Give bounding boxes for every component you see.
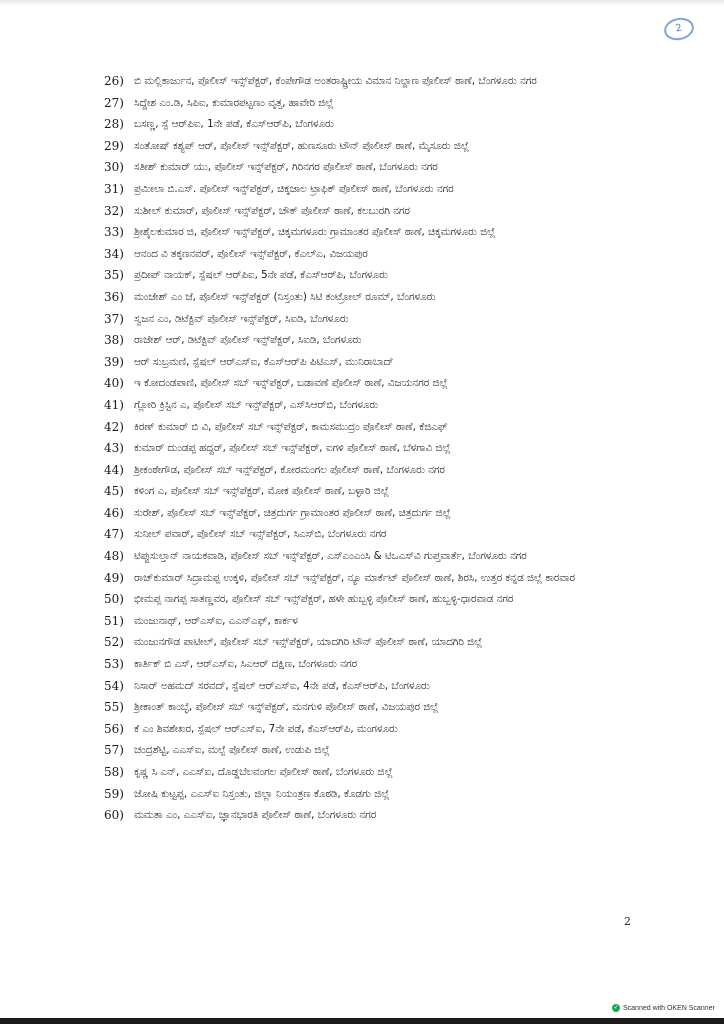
list-item (104, 741, 664, 760)
list-item-text: ಮಂಜುನಗೌಡ ಪಾಟೀಲ್, ಪೊಲೀಸ್ ಸಬ್ ಇನ್ಸ್‌ಪೆಕ್ಟರ್, ಯಾದಗಿರಿ ಟೌನ್ ಪೊಲೀಸ್ ಠಾಣೆ, ಯಾದಗಿರಿ ಜಿಲ್ಲೆ (134, 636, 483, 649)
list-item-text: ಬಿ ಮಲ್ಲಿಕಾರ್ಜುನ, ಪೊಲೀಸ್ ಇನ್ಸ್‌ಪೆಕ್ಟರ್, ಕೆಂಪೇಗೌಡ ಅಂತರಾಷ್ಟ್ರೀಯ ವಿಮಾನ ನಿಲ್ದಾಣ ಪೊಲೀಸ್ ಠಾಣೆ, ಬೆಂಗಳೂರು ನಗರ (134, 75, 537, 87)
list-item (104, 633, 664, 652)
list-item-text: ಸಿದ್ದೇಶ ಎಂ.ಡಿ, ಸಿಪಿಐ, ಕುಮಾರಪಟ್ಟಣಂ ವೃತ್ತ, ಹಾವೇರಿ ಜಿಲ್ಲೆ (134, 96, 334, 109)
list-item-number: 42) (104, 419, 124, 434)
list-item (104, 525, 664, 544)
list-item-number: 37) (104, 311, 124, 326)
list-item-text: ಕಿರಣ್ ಕುಮಾರ್ ಬಿ ವಿ, ಪೊಲೀಸ್ ಸಬ್ ಇನ್ಸ್‌ಪೆಕ್ಟರ್, ಕಾಮಸಮುದ್ರಂ ಪೊಲೀಸ್ ಠಾಣೆ, ಕೆಜಿಎಫ್ (134, 420, 448, 433)
list-item-number: 34) (104, 246, 124, 261)
list-item-text: ಚಂದ್ರಶೆಟ್ಟಿ, ಎಎಸ್‌ಐ, ಮಲ್ಪೆ ಪೊಲೀಸ್ ಠಾಣೆ, ಉಡುಪಿ ಜಿಲ್ಲೆ (134, 744, 330, 757)
list-item (104, 137, 664, 156)
list-item-text: ಮಂಜೇಶ್ ಎಂ ಜೆ, ಪೊಲೀಸ್ ಇನ್ಸ್‌ಪೆಕ್ಟರ್ (ನಿಸ್ತಂತು) ಸಿಟಿ ಕಂಟ್ರೋಲ್ ರೂಮ್, ಬೆಂಗಳೂರು (134, 290, 436, 303)
list-item (104, 785, 664, 804)
scanner-check-icon: ✓ (613, 1005, 619, 1011)
list-item (104, 288, 664, 307)
list-item (104, 180, 664, 199)
list-item (104, 266, 664, 285)
list-item (104, 698, 664, 717)
list-item-number: 38) (104, 333, 124, 348)
list-item-text: ಆರ್ ಸುಬ್ರಮಣಿ, ಸ್ಪೆಷಲ್ ಆರ್‌ಎಸ್‌ಐ, ಕೆಎಸ್‌ಆರ್‌ಪಿ ಪಿಟಿಎಸ್, ಮುನಿರಾಬಾದ್ (134, 355, 394, 368)
list-item-text: ಕುಮಾರ್ ದುಂಡಪ್ಪ ಹದ್ದರ್, ಪೊಲೀಸ್ ಸಬ್ ಇನ್ಸ್‌ಪೆಕ್ಟರ್, ಐಗಳಿ ಪೊಲೀಸ್ ಠಾಣೆ, ಬೆಳಗಾವಿ ಜಿಲ್ಲೆ (134, 442, 451, 455)
list-item-text: ನಿಸಾರ್ ಅಹಮದ್ ಸರವದ್, ಸ್ಪೆಷಲ್ ಆರ್‌ಎಸ್‌ಐ, 4ನೇ ಪಡೆ, ಕೆಎಸ್‌ಆರ್‌ಪಿ, ಬೆಂಗಳೂರು (134, 679, 430, 692)
list-item-number: 32) (104, 203, 124, 218)
personnel-list (104, 72, 664, 828)
list-item-number: 40) (104, 376, 124, 391)
scanner-text: Scanned with OKEN Scanner (623, 1004, 715, 1012)
list-item-text: ಸ್ವಜನ ಎಂ, ಡಿಟೆಕ್ಟಿವ್ ಪೊಲೀಸ್ ಇನ್ಸ್‌ಪೆಕ್ಟರ್, ಸಿಐಡಿ, ಬೆಂಗಳೂರು (134, 312, 349, 325)
list-item (104, 806, 664, 825)
list-item (104, 504, 664, 523)
list-item-text: ಭೀಮಪ್ಪ ನಾಗಪ್ಪ ಸಾತಣ್ಣವರ, ಪೊಲೀಸ್ ಸಬ್ ಇನ್ಸ್‌ಪೆಕ್ಟರ್, ಹಳೇ ಹುಬ್ಬಳ್ಳಿ ಪೊಲೀಸ್ ಠಾಣೆ, ಹುಬ್ಬಳ್ಳಿ-ಧಾರವಾಡ ನಗರ (134, 593, 514, 606)
list-item-number: 56) (104, 721, 124, 736)
list-item-number: 41) (104, 397, 124, 412)
list-item-number: 58) (104, 765, 124, 779)
list-item-text: ರಾಜ್‌ಕುಮಾರ್ ಸಿದ್ರಾಮಪ್ಪ ಉಕ್ಕಳಿ, ಪೊಲೀಸ್ ಸಬ್ ಇನ್ಸ್‌ಪೆಕ್ಟರ್, ನ್ಯೂ ಮಾರ್ಕೆಟ್ ಪೊಲೀಸ್ ಠಾಣೆ, ಶಿರಸಿ, ಉತ್ತರ ಕನ್ನಡ ಜಿಲ್ಲೆ ಕಾರವಾರ (134, 571, 575, 584)
list-item (104, 547, 664, 566)
circled-page-mark: 2 (662, 15, 696, 43)
list-item-number: 60) (104, 808, 124, 823)
list-item-number: 47) (104, 527, 124, 542)
list-item-text: ಸುರೇಶ್, ಪೊಲೀಸ್ ಸಬ್ ಇನ್ಸ್‌ಪೆಕ್ಟರ್, ಚಿತ್ರದುರ್ಗ ಗ್ರಾಮಾಂತರ ಪೊಲೀಸ್ ಠಾಣೆ, ಚಿತ್ರದುರ್ಗ ಜಿಲ್ಲೆ (134, 506, 451, 519)
list-item-text: ಸತೀಶ್ ಕುಮಾರ್ ಯು, ಪೊಲೀಸ್ ಇನ್ಸ್‌ಪೆಕ್ಟರ್, ಗಿರಿನಗರ ಪೊಲೀಸ್ ಠಾಣೆ, ಬೆಂಗಳೂರು ನಗರ (134, 161, 438, 174)
list-item (104, 569, 664, 588)
list-item (104, 331, 664, 350)
list-item-text: ಬಸಣ್ಣ, ಸ್ಪೆ ಆರ್‌ಪಿಐ, 1ನೇ ಪಡೆ, ಕೆಎಸ್‌ಆರ್‌ಪಿ, ಬೆಂಗಳೂರು (134, 118, 334, 131)
list-item (104, 439, 664, 458)
list-item-text: ಶ್ರೀಕಾಂತ್ ಕಾಂಬ್ಳೆ, ಪೊಲೀಸ್ ಸಬ್ ಇನ್ಸ್‌ಪೆಕ್ಟರ್, ಮನಗುಳಿ ಪೊಲೀಸ್ ಠಾಣೆ, ವಿಜಯಪುರ ಜಿಲ್ಲೆ (134, 701, 439, 714)
list-item-number: 52) (104, 635, 124, 650)
list-item (104, 612, 664, 631)
list-item (104, 396, 664, 415)
list-item (104, 158, 664, 177)
list-item-number: 31) (104, 181, 124, 196)
list-item-text: ರಾಜೇಶ್ ಆರ್, ಡಿಟೆಕ್ಟಿವ್ ಪೊಲೀಸ್ ಇನ್ಸ್‌ಪೆಕ್ಟರ್, ಸಿಐಡಿ, ಬೆಂಗಳೂರು (134, 334, 362, 347)
list-item (104, 374, 664, 393)
list-item (104, 245, 664, 264)
list-item (104, 353, 664, 372)
list-item-number: 30) (104, 160, 124, 175)
list-item-number: 33) (104, 225, 124, 240)
list-item-number: 27) (104, 95, 124, 110)
list-item-text: ಆನಂದ ವಿ ತಕ್ಕಣನವರ್, ಪೊಲೀಸ್ ಇನ್ಸ್‌ಪೆಕ್ಟರ್, ಕೆಎಲ್‌ಎ, ವಿಜಯಪುರ (134, 247, 368, 260)
list-item-text: ಸುಶೀಲ್ ಕುಮಾರ್, ಪೊಲೀಸ್ ಇನ್ಸ್‌ಪೆಕ್ಟರ್, ಚೌಕ್ ಪೊಲೀಸ್ ಠಾಣೆ, ಕಲಬುರಗಿ ನಗರ (134, 204, 410, 217)
list-item-number: 43) (104, 441, 124, 456)
list-item (104, 310, 664, 329)
list-item-text: ಕೆ ಎಂ ಶಿವಶೇಖರ, ಸ್ಪೆಷಲ್ ಆರ್‌ಎಸ್‌ಐ, 7ನೇ ಪಡೆ, ಕೆಎಸ್‌ಆರ್‌ಪಿ, ಮಂಗಳೂರು (134, 722, 398, 735)
list-item-number: 28) (104, 117, 124, 132)
list-item-number: 51) (104, 613, 124, 628)
list-item (104, 590, 664, 609)
list-item-number: 29) (104, 138, 124, 153)
list-item-text: ಜೋಷಿ ಕುಟ್ಟಪ್ಪ, ಎಎಸ್‌ಐ ನಿಸ್ತಂತು, ಜಿಲ್ಲಾ ನಿಯಂತ್ರಣ ಕೊಠಡಿ, ಕೊಡಗು ಜಿಲ್ಲೆ (134, 787, 390, 800)
list-item (104, 763, 664, 782)
list-item (104, 202, 664, 221)
list-item-text: ಮಮತಾ ಎಂ, ಎಎಸ್‌ಐ, ಜ್ಞಾನಭಾರತಿ ಪೊಲೀಸ್ ಠಾಣೆ, ಬೆಂಗಳೂರು ನಗರ (134, 809, 377, 822)
list-item (104, 72, 664, 91)
scanner-watermark (612, 1004, 715, 1012)
list-item-number: 39) (104, 354, 124, 369)
list-item (104, 115, 664, 134)
list-item-text: ಗ್ಲೋರಿ ಕ್ರಿಸ್ಟಿನ ಎ, ಪೊಲೀಸ್ ಸಬ್ ಇನ್ಸ್‌ಪೆಕ್ಟರ್, ಎಸ್‌ಸಿಆರ್‌ಬಿ, ಬೆಂಗಳೂರು (134, 398, 379, 411)
list-item-number: 35) (104, 268, 124, 283)
list-item (104, 461, 664, 480)
list-item-number: 53) (104, 657, 124, 672)
list-item-text: ಶ್ರೀಕಂಠೇಗೌಡ, ಪೊಲೀಸ್ ಸಬ್ ಇನ್ಸ್‌ಪೆಕ್ಟರ್, ಕೋರಮಂಗಲ ಪೊಲೀಸ್ ಠಾಣೆ, ಬೆಂಗಳೂರು ನಗರ (134, 463, 445, 476)
list-item-text: ಶ್ರೀಶೈಲಕುಮಾರ ಜಿ, ಪೊಲೀಸ್ ಇನ್ಸ್‌ಪೆಕ್ಟರ್, ಚಿಕ್ಕಮಗಳೂರು ಗ್ರಾಮಾಂತರ ಪೊಲೀಸ್ ಠಾಣೆ, ಚಿಕ್ಕಮಗಳೂರು ಜಿಲ್ಲೆ (134, 226, 496, 239)
list-item-text: ಕೃಷ್ಣ ಸಿ ಎನ್, ಎಎಸ್‌ಐ, ದೊಡ್ಡಬೆಲವಂಗಲ ಪೊಲೀಸ್ ಠಾಣೆ, ಬೆಂಗಳೂರು ಜಿಲ್ಲೆ (134, 766, 393, 778)
footer-rule (0, 1018, 724, 1024)
list-item-text: ಪ್ರಮೀಲಾ ಬಿ.ಎಸ್. ಪೊಲೀಸ್ ಇನ್ಸ್‌ಪೆಕ್ಟರ್, ಚಿಕ್ಕಜಾಲ ಟ್ರಾಫಿಕ್ ಪೊಲೀಸ್ ಠಾಣೆ, ಬೆಂಗಳೂರು ನಗರ (134, 182, 454, 195)
list-item-text: ಇ ಕೋದಂಡಪಾಣಿ, ಪೊಲೀಸ್ ಸಬ್ ಇನ್ಸ್‌ಪೆಕ್ಟರ್, ಬಡಾವಣೆ ಪೊಲೀಸ್ ಠಾಣೆ, ವಿಜಯನಗರ ಜಿಲ್ಲೆ (134, 377, 448, 390)
page-number: 2 (624, 915, 631, 928)
scan-edge (0, 0, 724, 6)
list-item-text: ಕಳಿಂಗ ಎ, ಪೊಲೀಸ್ ಸಬ್ ಇನ್ಸ್‌ಪೆಕ್ಟರ್, ಮೋಕ ಪೊಲೀಸ್ ಠಾಣೆ, ಬಳ್ಳಾರಿ ಜಿಲ್ಲೆ (134, 485, 389, 498)
list-item-number: 36) (104, 289, 124, 304)
list-item-number: 49) (104, 570, 124, 585)
list-item-text: ಪ್ರದೀಪ್ ನಾಯಕ್, ಸ್ಪೆಷಲ್ ಆರ್‌ಪಿಐ, 5ನೇ ಪಡೆ, ಕೆಎಸ್‌ಆರ್‌ಪಿ, ಬೆಂಗಳೂರು (134, 269, 388, 282)
list-item-text: ಟಿಪ್ಪುಸುಲ್ತಾನ್ ನಾಯಕವಾಡಿ, ಪೊಲೀಸ್ ಸಬ್ ಇನ್ಸ್‌ಪೆಕ್ಟರ್, ಎಸ್‌ಎಂಎಂಸಿ & ಟಿಒಎಸ್‌ವಿ ಗುಪ್ತವಾರ್ತೆ, ಬೆಂಗಳೂರು ನಗರ (134, 550, 527, 563)
list-item-text: ಸಂತೋಷ್ ಕಶ್ಯಪ್ ಆರ್, ಪೊಲೀಸ್ ಇನ್ಸ್‌ಪೆಕ್ಟರ್, ಹುಣಸೂರು ಟೌನ್ ಪೊಲೀಸ್ ಠಾಣೆ, ಮೈಸೂರು ಜಿಲ್ಲೆ (134, 139, 470, 152)
list-item (104, 677, 664, 696)
list-item-number: 45) (104, 484, 124, 499)
list-item-number: 26) (104, 74, 124, 88)
list-item-number: 59) (104, 786, 124, 801)
list-item (104, 223, 664, 242)
list-item (104, 655, 664, 674)
list-item-number: 44) (104, 462, 124, 477)
list-item-number: 46) (104, 505, 124, 520)
list-item-text: ಸುನೀಲ್ ಪವಾರ್, ಪೊಲೀಸ್ ಸಬ್ ಇನ್ಸ್‌ಪೆಕ್ಟರ್, ಸಿಎಸ್‌ಬಿ, ಬೆಂಗಳೂರು ನಗರ (134, 528, 387, 541)
list-item-number: 48) (104, 549, 124, 564)
list-item (104, 94, 664, 113)
list-item (104, 482, 664, 501)
list-item (104, 418, 664, 437)
list-item-number: 57) (104, 743, 124, 758)
list-item-number: 50) (104, 592, 124, 607)
list-item (104, 720, 664, 739)
list-item-number: 54) (104, 678, 124, 693)
list-item-text: ಮಂಜುನಾಥ್, ಆರ್‌ಎಸ್‌ಐ, ಎಎನ್‌ಎಫ್, ಕಾರ್ಕಳ (134, 614, 298, 627)
list-item-number: 55) (104, 700, 124, 715)
list-item-text: ಕಾರ್ತಿಕ್ ಬಿ ಎಸ್, ಆರ್‌ಎಸ್‌ಐ, ಸಿಎಆರ್ ದಕ್ಷಿಣ, ಬೆಂಗಳೂರು ನಗರ (134, 658, 357, 671)
